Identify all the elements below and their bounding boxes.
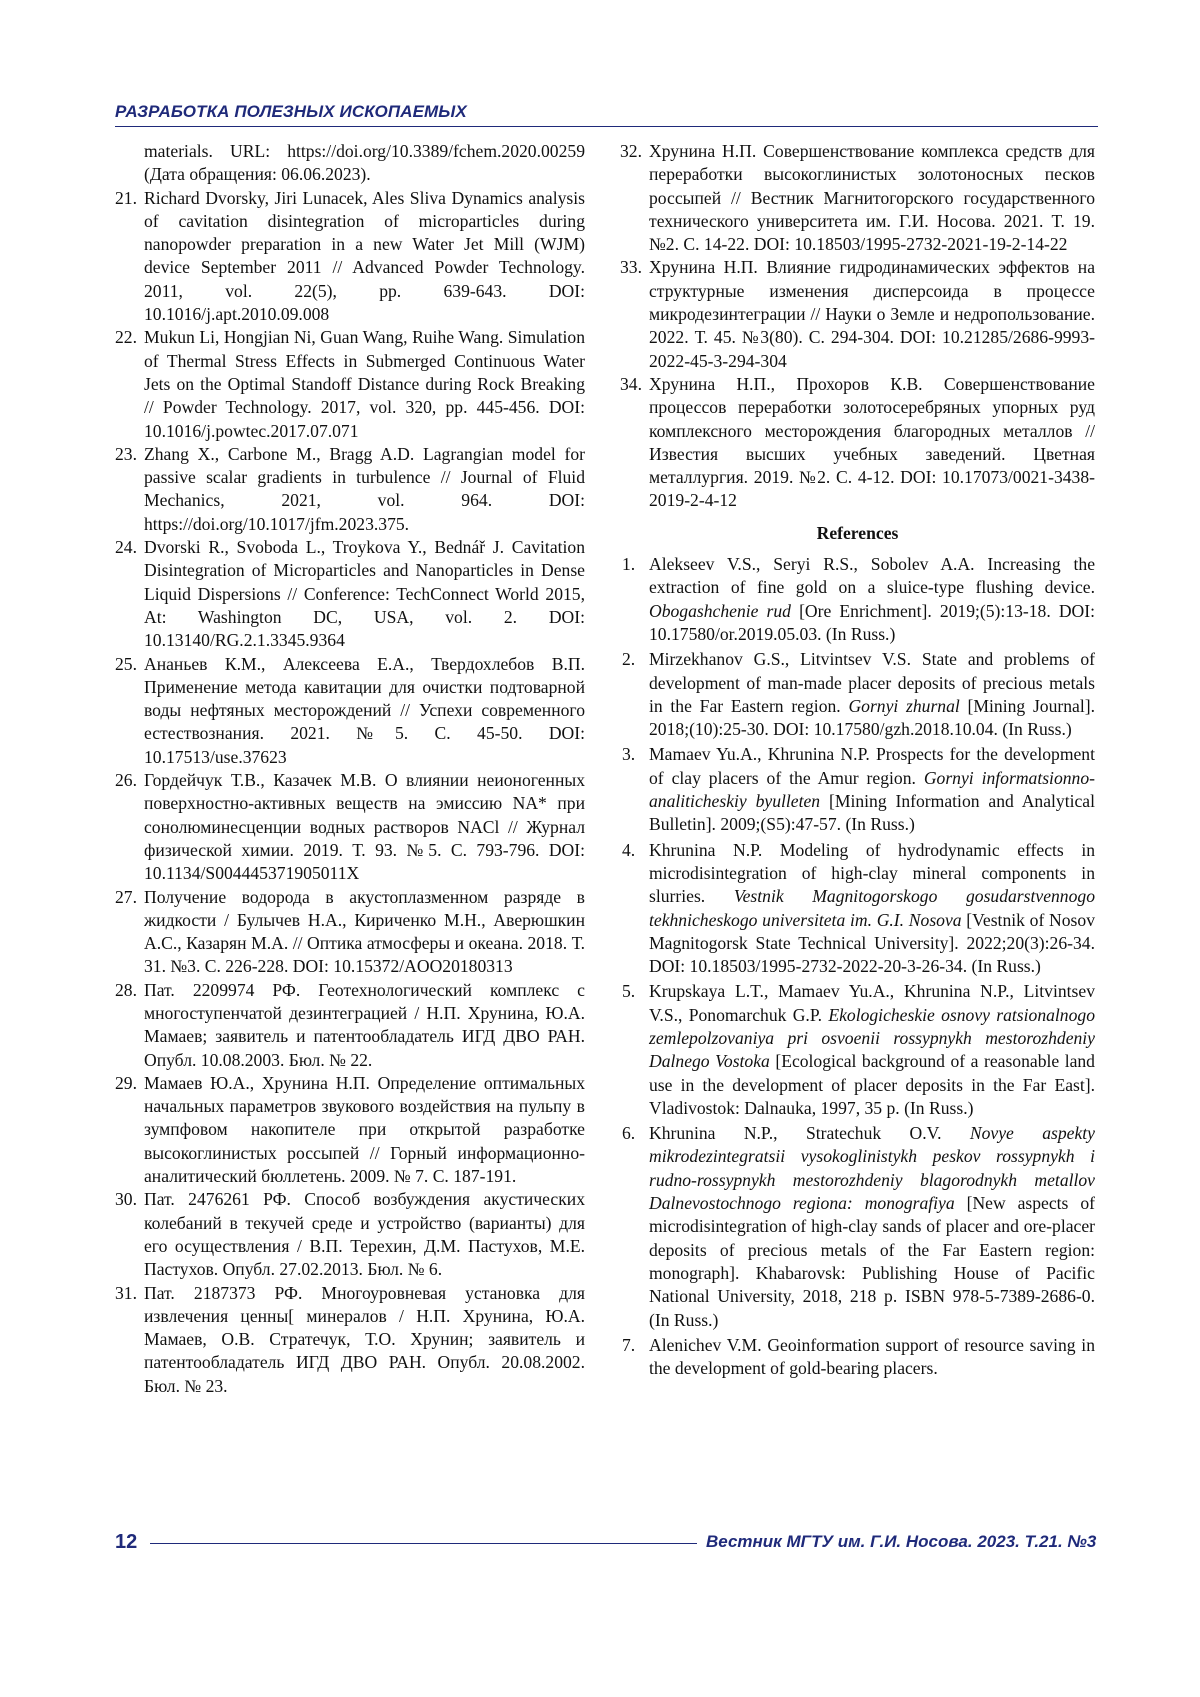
reference-text: Мамаев Ю.А., Хрунина Н.П. Определение оптимальных начальных параметров звукового воздействия на пульпу в зумпфовом накопителе при открытой разработке высокоглинистых россыпей // Горный информационно-аналитический бюллетень. 2009. № 7. С. 187-191.: [144, 1072, 585, 1187]
reference-number: 34.: [620, 373, 642, 394]
left-column: [115, 140, 585, 1398]
reference-item: [115, 187, 585, 327]
reference-text: [649, 743, 1095, 836]
reference-item: [620, 648, 1095, 741]
reference-item: [115, 1282, 585, 1398]
reference-text: Dvorski R., Svoboda L., Troykova Y., Bednář J. Cavitation Disintegration of Microparticles and Nanoparticles in Dense Liquid Dispersions // Conference: TechConnect World 2015, At: Washington DC, USA, vol. 2. DOI: 10.13140/RG.2.1.3345.9364: [144, 537, 585, 651]
reference-list-ru-right: [620, 140, 1095, 513]
reference-item: [115, 979, 585, 1072]
reference-number: 26.: [115, 770, 137, 791]
reference-number: 1.: [622, 554, 636, 575]
reference-authors-title: Mamaev Yu.A., Khrunina N.P. Prospects for the development of clay placers of the Amur region.: [649, 744, 1095, 788]
reference-text: [649, 1122, 1095, 1332]
reference-number: 3.: [622, 744, 636, 765]
reference-item: [620, 553, 1095, 646]
reference-source-title: Gornyi zhurnal: [848, 695, 960, 716]
reference-item: [620, 140, 1095, 256]
right-column: [620, 140, 1095, 1382]
reference-authors-title: Mirzekhanov G.S., Litvintsev V.S. State and problems of development of man-made placer deposits of precious metals in the Far Eastern region.: [649, 649, 1095, 716]
reference-source-title: Vestnik Magnitogorskogo gosudarstvennogo tekhnicheskogo universiteta im. G.I. Nosova: [649, 886, 1095, 930]
references-heading: References: [816, 522, 899, 543]
reference-item: [620, 1334, 1095, 1381]
reference-details: [Ecological background of a reasonable land use in the development of placer deposits in the Far East]. Vladivostok: Dalnauka, 1997, 35 p. (In Russ.): [649, 1051, 1095, 1118]
reference-number: 27.: [115, 886, 137, 907]
reference-authors-title: Krupskaya L.T., Mamaev Yu.A., Khrunina N.P., Litvintsev V.S., Ponomarchuk G.P.: [649, 981, 1095, 1025]
reference-item: [115, 443, 585, 536]
reference-details: [Mining Information and Analytical Bulletin]. 2009;(S5):47-57. (In Russ.): [649, 791, 1095, 835]
reference-authors-title: Khrunina N.P., Stratechuk O.V.: [649, 1123, 970, 1144]
reference-text: Richard Dvorsky, Jiri Lunacek, Ales Sliva Dynamics analysis of cavitation disintegration of microparticles during nanopowder preparation in a new Water Jet Mill (WJM) device September 2011 // Advanced Powder Technology. 2011, vol. 22(5), pp. 639-643. DOI: 10.1016/j.apt.2010.09.008: [144, 187, 585, 325]
reference-item: [620, 980, 1095, 1120]
reference-number: 30.: [115, 1189, 137, 1210]
reference-text: Хрунина Н.П. Влияние гидродинамических эффектов на структурные изменения дисперсоида в процессе микродезинтеграции // Науки о Земле и недропользование. 2022. Т. 45. №3(80). С. 294-304. DOI: 10.21285/2686-9993-2022-45-3-294-304: [649, 257, 1095, 371]
reference-authors-title: Alekseev V.S., Seryi R.S., Sobolev A.A. Increasing the extraction of fine gold on a sluice-type flushing device.: [649, 554, 1095, 598]
reference-text: [649, 1334, 1095, 1381]
reference-number: 2.: [622, 649, 636, 670]
reference-item: [620, 373, 1095, 513]
reference-text: [649, 839, 1095, 979]
reference-text: Хрунина Н.П. Совершенствование комплекса средств для переработки высокоглинистых золотоносных песков россыпей // Вестник Магнитогорского государственного технического университета им. Г.И. Носова. 2021. Т. 19. №2. С. 14-22. DOI: 10.18503/1995-2732-2021-19-2-14-22: [649, 141, 1095, 255]
reference-text: Mukun Li, Hongjian Ni, Guan Wang, Ruihe Wang. Simulation of Thermal Stress Effects in Submerged Continuous Water Jets on the Optimal Standoff Distance during Rock Breaking // Powder Technology. 2017, vol. 320, pp. 445-456. DOI: 10.1016/j.powtec.2017.07.071: [144, 327, 585, 441]
reference-text: Пат. 2476261 РФ. Способ возбуждения акустических колебаний в текучей среде и устройство (варианты) для его осуществления / В.П. Терехин, Д.М. Пастухов, М.Е. Пастухов. Опубл. 27.02.2013. Бюл. № 6.: [144, 1189, 585, 1280]
footer-rule: [150, 1543, 697, 1544]
reference-number: 5.: [622, 981, 636, 1002]
reference-number: 29.: [115, 1072, 137, 1093]
reference-number: 6.: [622, 1123, 636, 1144]
reference-text: Пат. 2187373 РФ. Многоуровневая установка для извлечения ценны[ минералов / Н.П. Хрунина, Ю.А. Мамаев, О.В. Стратечук, Т.О. Хрунин; заявитель и патентообладатель ИГД ДВО РАН. Опубл. 20.08.2002. Бюл. № 23.: [144, 1282, 585, 1396]
reference-item: [620, 839, 1095, 979]
header-rule: [115, 126, 1098, 127]
reference-text: Гордейчук Т.В., Казачек М.В. О влиянии неионогенных поверхностно-активных веществ на эмиссию NA* при сонолюминесценции водных растворов NACl // Журнал физической химии. 2019. Т. 93. №5. С. 793-796. DOI: 10.1134/S004445371905011X: [144, 770, 585, 884]
reference-text: [649, 980, 1095, 1120]
reference-number: 32.: [620, 141, 642, 161]
reference-text: Получение водорода в акустоплазменном разряде в жидкости / Булычев Н.А., Кириченко М.Н., Аверюшкин А.С., Казарян М.А. // Оптика атмосферы и океана. 2018. Т. 31. №3. С. 226-228. DOI: 10.15372/AOO20180313: [144, 886, 585, 977]
reference-item: [115, 326, 585, 442]
reference-text: [649, 553, 1095, 646]
reference-number: 21.: [115, 187, 137, 208]
reference-number: 33.: [620, 257, 642, 278]
reference-details: [Vestnik of Nosov Magnitogorsk State Technical University]. 2022;20(3):26-34. DOI: 10.18503/1995-2732-2022-20-3-26-34. (In Russ.): [649, 909, 1095, 977]
reference-text: Zhang X., Carbone M., Bragg A.D. Lagrangian model for passive scalar gradients in turbulence // Journal of Fluid Mechanics, 2021, vol. 964. DOI: https://doi.org/10.1017/jfm.2023.375.: [144, 443, 585, 534]
reference-item: [115, 536, 585, 652]
reference-item: [115, 1072, 585, 1188]
reference-details: [Mining Journal]. 2018;(10):25-30. DOI: 10.17580/gzh.2018.10.04. (In Russ.): [649, 695, 1095, 740]
reference-details: [New aspects of microdisintegration of high-clay sands of placer and ore-placer deposits of precious metals of the Far Eastern region: monograph]. Khabarovsk: Publishing House of Pacific National University, 2018, 218 p. ISBN 978-5-7389-2686-0. (In Russ.): [649, 1193, 1095, 1330]
reference-source-title: Obogashchenie rud: [649, 600, 791, 621]
reference-item: [115, 769, 585, 885]
reference-source-title: Ekologicheskie osnovy ratsionalnogo zemlepolzovaniya pri osvoenii rossypnykh mestorozhdeniy Dalnego Vostoka: [649, 1004, 1095, 1072]
reference-number: 4.: [622, 839, 636, 860]
reference-details: [Ore Enrichment]. 2019;(5):13-18. DOI: 10.17580/or.2019.05.03. (In Russ.): [649, 600, 1095, 644]
page-number: 12: [115, 1531, 138, 1553]
reference-item: [620, 256, 1095, 372]
reference-item: [115, 1188, 585, 1281]
reference-source-title: Gornyi informatsionno-analiticheskiy byulleten: [649, 767, 1095, 812]
reference-text: materials. URL: https://doi.org/10.3389/fchem.2020.00259 (Дата обращения: 06.06.2023).: [144, 141, 585, 185]
reference-list-en: [620, 553, 1095, 1380]
reference-item: [115, 653, 585, 769]
reference-number: 24.: [115, 537, 137, 558]
reference-number: 7.: [622, 1334, 636, 1355]
reference-item: [620, 743, 1095, 836]
reference-text: [649, 648, 1095, 741]
reference-text: Пат. 2209974 РФ. Геотехнологический комплекс с многоступенчатой дезинтеграцией / Н.П. Хрунина, Ю.А. Мамаев; заявитель и патентообладатель ИГД ДВО РАН. Опубл. 10.08.2003. Бюл. № 22.: [144, 979, 585, 1070]
section-title: РАЗРАБОТКА ПОЛЕЗНЫХ ИСКОПАЕМЫХ: [115, 102, 467, 121]
reference-continuation: [115, 140, 585, 187]
reference-number: 31.: [115, 1282, 137, 1303]
reference-number: 22.: [115, 327, 137, 348]
reference-text: Ананьев К.М., Алексеева Е.А., Твердохлебов В.П. Применение метода кавитации для очистки подтоварной воды нефтяных месторождений // Успехи современного естествознания. 2021. №5. С. 45-50. DOI: 10.17513/use.37623: [144, 653, 585, 767]
journal-citation: Вестник МГТУ им. Г.И. Носова. 2023. Т.21. №3: [706, 1532, 1097, 1551]
reference-number: 23.: [115, 443, 137, 464]
reference-item: [620, 1122, 1095, 1332]
reference-source-title: Novye aspekty mikrodezintegratsii vysokoglinistykh peskov rossypnykh i rudno-rossypnykh mestorozhdeniy blagorodnykh metallov Dalnevostochnogo regiona: monografiya: [649, 1123, 1095, 1214]
reference-authors-title: Khrunina N.P. Modeling of hydrodynamic effects in microdisintegration of high-clay mineral components in slurries.: [649, 839, 1095, 907]
reference-number: 25.: [115, 653, 137, 674]
reference-authors-title: Alenichev V.M. Geoinformation support of resource saving in the development of gold-bearing placers.: [649, 1334, 1095, 1379]
reference-list-ru-left: [115, 187, 585, 1398]
reference-text: Хрунина Н.П., Прохоров К.В. Совершенствование процессов переработки золотосеребряных упорных руд комплексного месторождения благородных металлов // Известия высших учебных заведений. Цветная металлургия. 2019. №2. С. 4-12. DOI: 10.17073/0021-3438-2019-2-4-12: [649, 373, 1095, 511]
reference-number: 28.: [115, 979, 137, 1000]
reference-item: [115, 886, 585, 979]
